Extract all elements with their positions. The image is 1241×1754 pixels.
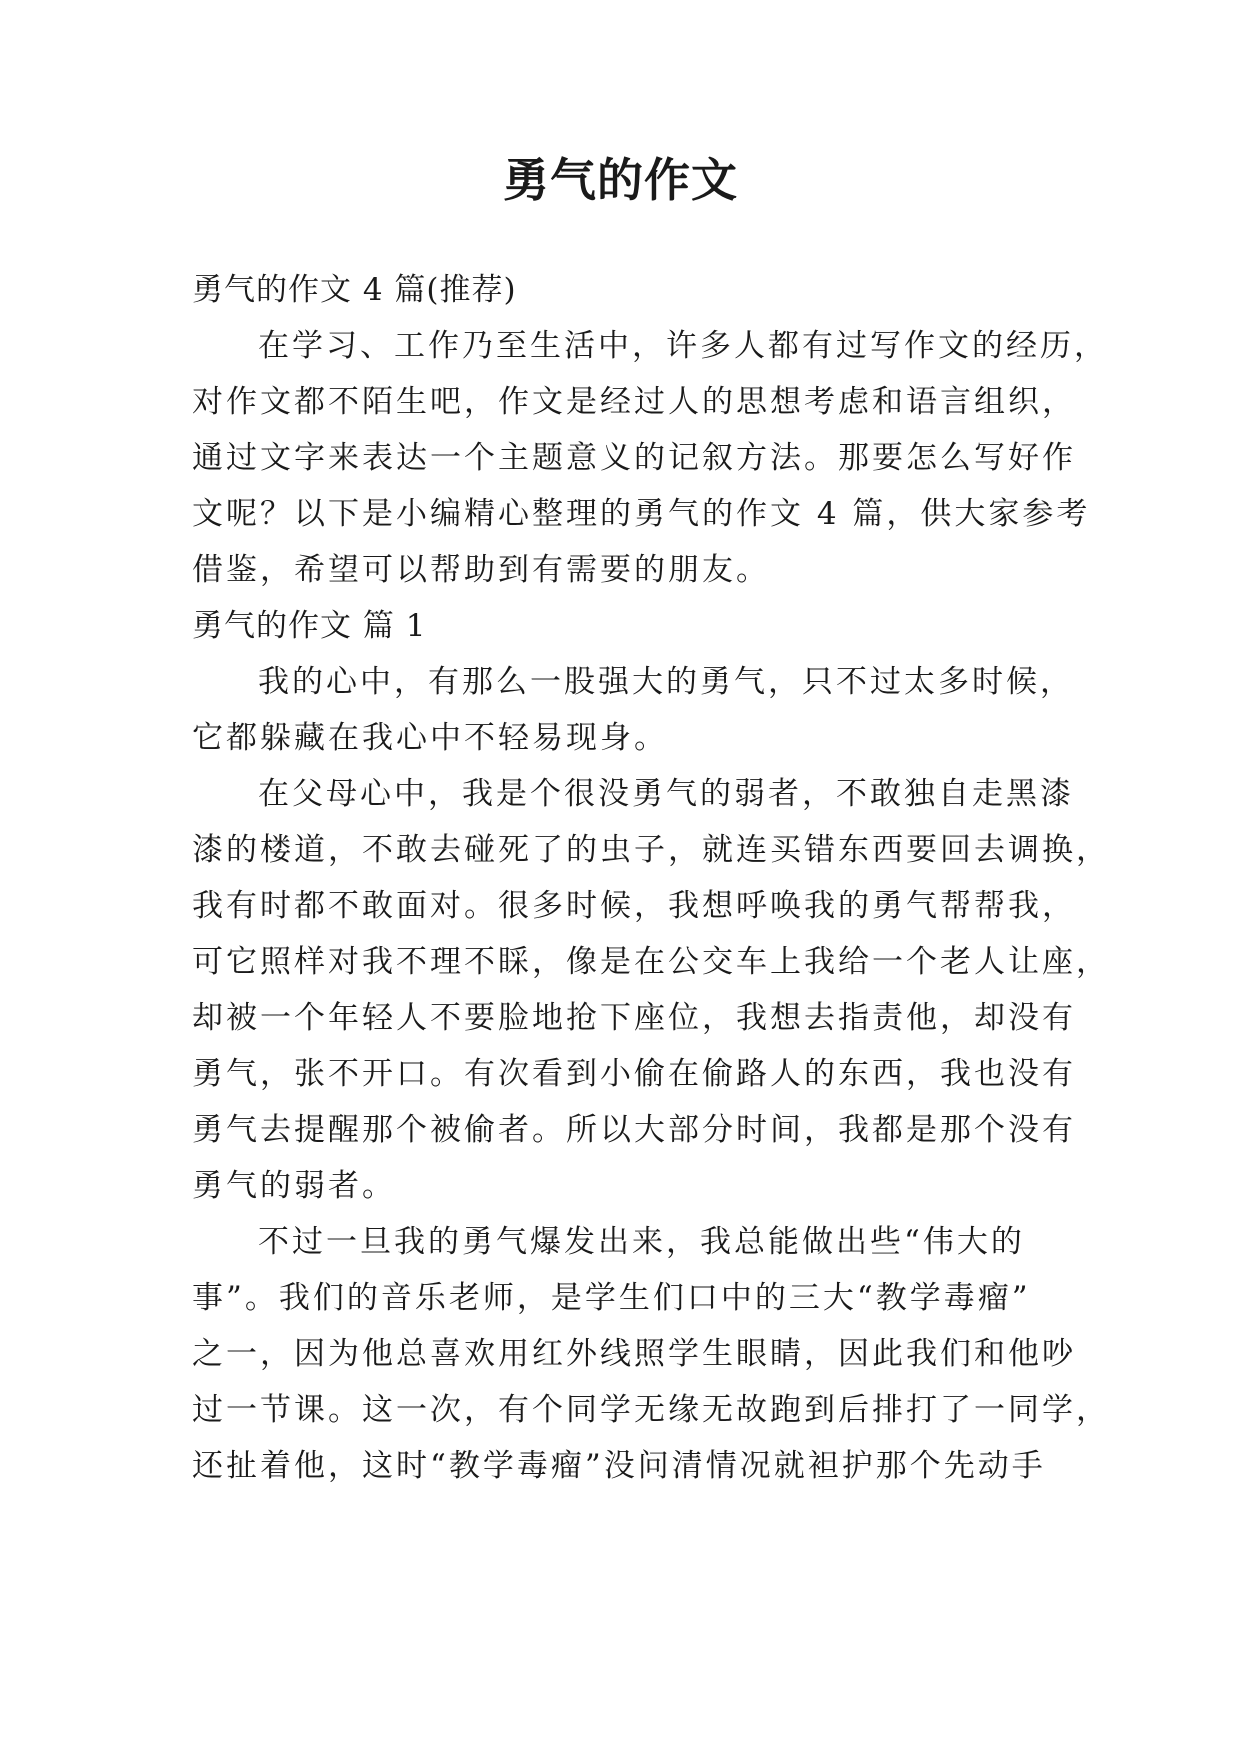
section-heading: 勇气的作文 篇 1 <box>192 608 427 644</box>
body-line: 我有时都不敢面对。很多时候，我想呼唤我的勇气帮帮我， <box>192 888 1076 924</box>
body-line: 在父母心中，我是个很没勇气的弱者，不敢独自走黑漆 <box>258 776 1074 812</box>
body-line: 通过文字来表达一个主题意义的记叙方法。那要怎么写好作 <box>192 440 1076 476</box>
body-line: 勇气的弱者。 <box>192 1168 396 1204</box>
body-line: 文呢？以下是小编精心整理的勇气的作文 4 篇，供大家参考 <box>192 496 1091 532</box>
body-line: 却被一个年轻人不要脸地抢下座位，我想去指责他，却没有 <box>192 1000 1076 1036</box>
body-line: 事”。我们的音乐老师，是学生们口中的三大“教学毒瘤” <box>192 1280 1031 1316</box>
body-line: 漆的楼道，不敢去碰死了的虫子，就连买错东西要回去调换， <box>192 832 1110 868</box>
body-line: 它都躲藏在我心中不轻易现身。 <box>192 720 668 756</box>
body-line: 勇气去提醒那个被偷者。所以大部分时间，我都是那个没有 <box>192 1112 1076 1148</box>
body-line: 借鉴，希望可以帮助到有需要的朋友。 <box>192 552 770 588</box>
body-line: 在学习、工作乃至生活中，许多人都有过写作文的经历， <box>258 328 1108 364</box>
document-title: 勇气的作文 <box>503 153 738 207</box>
body-line: 还扯着他，这时“教学毒瘤”没问清情况就袒护那个先动手 <box>192 1448 1046 1484</box>
body-line: 勇气，张不开口。有次看到小偷在偷路人的东西，我也没有 <box>192 1056 1076 1092</box>
section-heading: 勇气的作文 4 篇(推荐) <box>192 272 517 308</box>
body-line: 可它照样对我不理不睬，像是在公交车上我给一个老人让座， <box>192 944 1110 980</box>
body-line: 对作文都不陌生吧，作文是经过人的思想考虑和语言组织， <box>192 384 1076 420</box>
document-body <box>192 262 1110 1494</box>
body-line: 不过一旦我的勇气爆发出来，我总能做出些“伟大的 <box>258 1224 1025 1260</box>
body-line: 过一节课。这一次，有个同学无缘无故跑到后排打了一同学， <box>192 1392 1110 1428</box>
body-line: 我的心中，有那么一股强大的勇气，只不过太多时候， <box>258 664 1074 700</box>
body-line: 之一，因为他总喜欢用红外线照学生眼睛，因此我们和他吵 <box>192 1336 1076 1372</box>
